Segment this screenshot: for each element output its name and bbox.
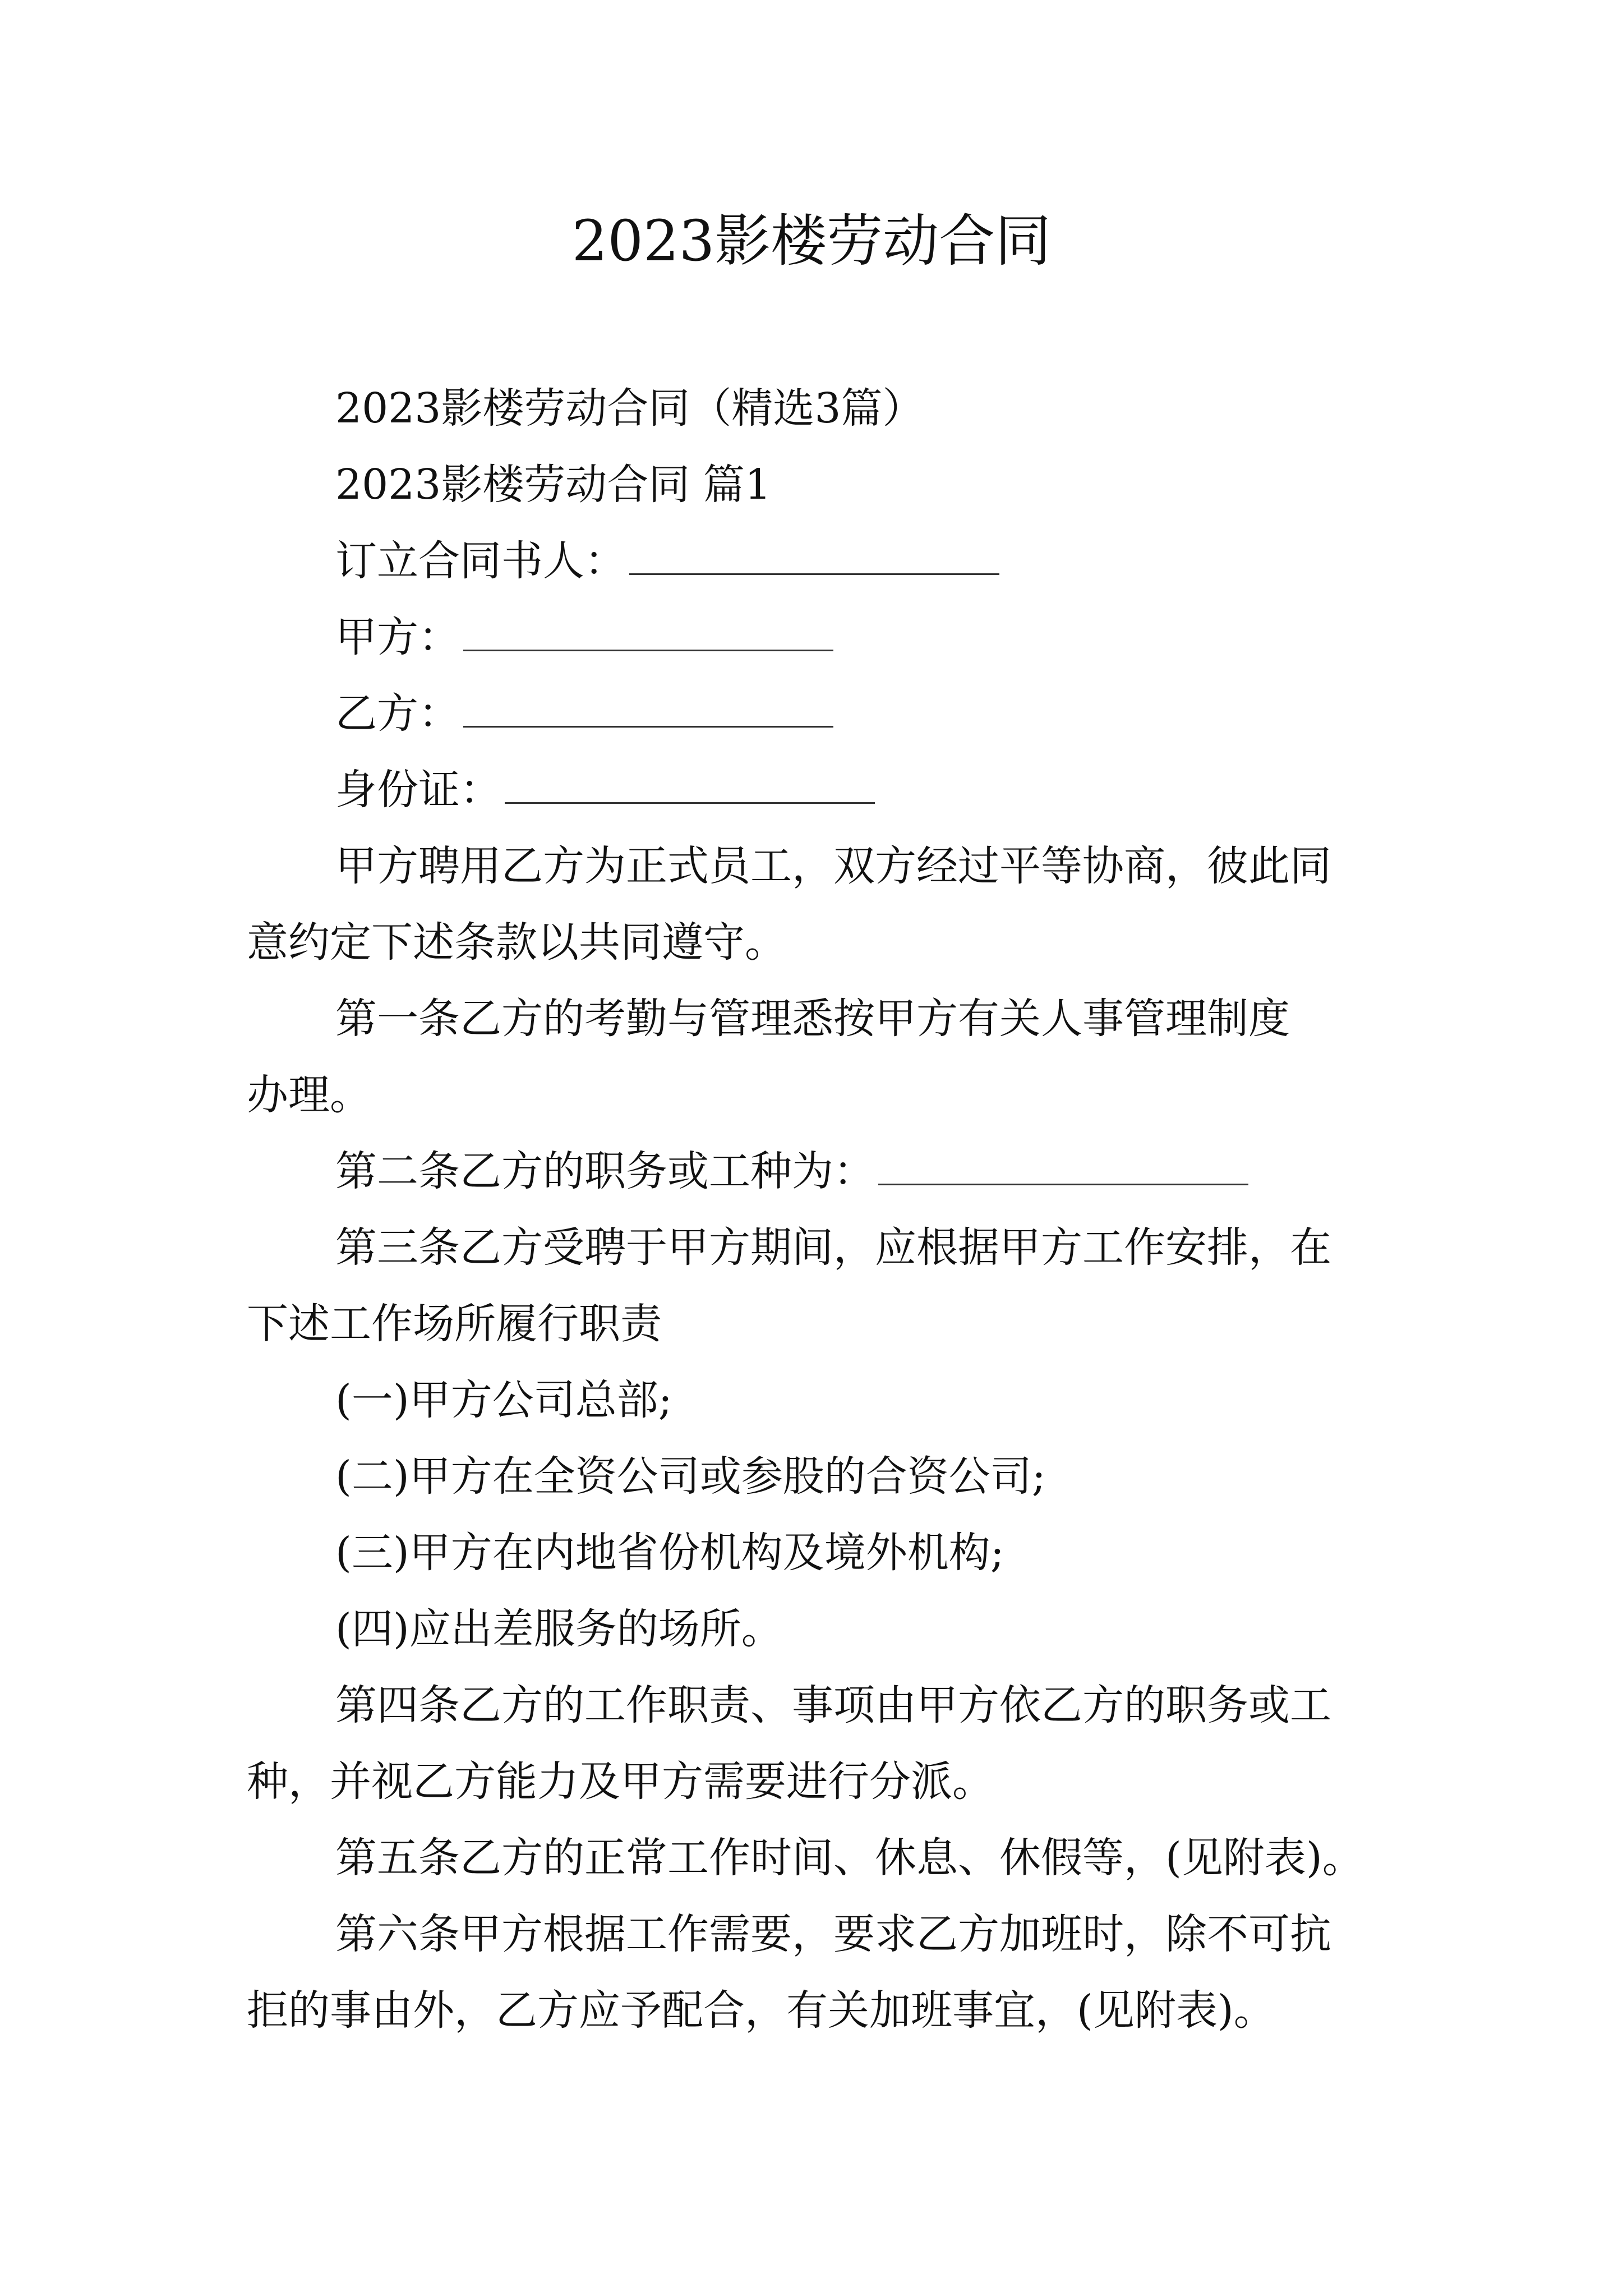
place-item: (二)甲方在全资公司或参股的合资公司; [335,1452,1046,1501]
article-2-label: 第二条乙方的职务或工种为： [335,1147,875,1195]
field-id-card [247,752,1391,828]
field-party-b-label: 乙方： [335,689,460,738]
section-heading: 2023影楼劳动合同 篇1 [335,461,771,509]
intro-line-2: 意约定下述条款以共同遵守。 [247,918,786,967]
field-signatory [247,523,1391,599]
article-5: 第五条乙方的正常工作时间、休息、休假等，(见附表)。 [335,1834,1364,1882]
place-item: (三)甲方在内地省份机构及境外机构; [335,1529,1004,1577]
document-body [247,370,1391,2049]
field-id-card-blank [505,761,875,804]
article-2-blank [878,1142,1248,1185]
article-1-line-2: 办理。 [247,1071,371,1119]
document-subtitle: 2023影楼劳动合同（精选3篇） [335,384,924,432]
article-3-line-2: 下述工作场所履行职责 [247,1300,662,1348]
place-item: (四)应出差服务的场所。 [335,1605,783,1653]
article-4-line-1: 第四条乙方的工作职责、事项由甲方依乙方的职务或工 [335,1681,1331,1729]
article-4-line-2: 种，并视乙方能力及甲方需要进行分派。 [247,1757,994,1806]
field-id-card-label: 身份证： [335,766,501,814]
article-3-line-1: 第三条乙方受聘于甲方期间，应根据甲方工作安排，在 [335,1223,1331,1272]
field-party-b [247,675,1391,752]
field-party-a [247,599,1391,675]
article-2 [247,1133,1391,1209]
article-6-line-1: 第六条甲方根据工作需要，要求乙方加班时，除不可抗 [335,1910,1331,1958]
field-party-a-label: 甲方： [335,613,460,661]
intro-line-1: 甲方聘用乙方为正式员工，双方经过平等协商，彼此同 [335,842,1331,890]
field-party-a-blank [463,608,833,651]
place-item: (一)甲方公司总部; [335,1376,672,1424]
document-title: 2023影楼劳动合同 [571,208,1052,274]
article-1-line-1: 第一条乙方的考勤与管理悉按甲方有关人事管理制度 [335,995,1290,1043]
article-6-line-2: 拒的事由外，乙方应予配合，有关加班事宜，(见附表)。 [247,1986,1275,2035]
field-signatory-blank [629,532,999,575]
field-signatory-label: 订立合同书人： [335,537,626,585]
field-party-b-blank [463,684,833,728]
